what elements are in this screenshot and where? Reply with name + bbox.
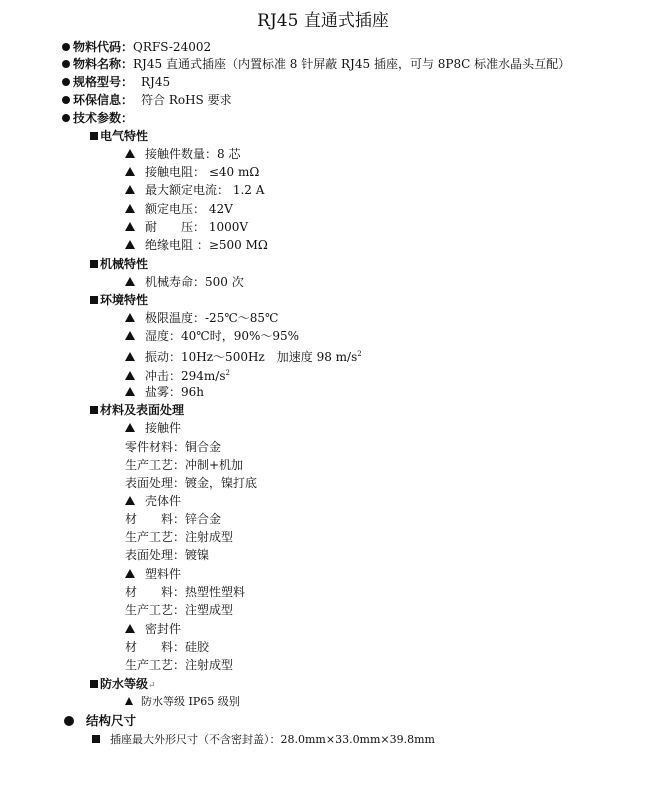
waterproof-heading: 防水等级↵	[90, 677, 156, 693]
triangle-bullet-icon	[125, 167, 135, 176]
material-code-value: QRFS-24002	[133, 40, 212, 54]
bullet-icon	[62, 114, 70, 122]
shell-line: 表面处理：镀镍	[125, 548, 210, 562]
bullet-icon	[62, 43, 70, 51]
bullet-icon	[62, 60, 70, 68]
mechanical-item: 机械寿命：500 次	[125, 275, 244, 289]
environmental-item: 湿度：40℃时，90%～95%	[125, 329, 299, 343]
square-bullet-icon	[90, 132, 98, 140]
triangle-bullet-icon	[125, 277, 135, 286]
tech-params-label: 技术参数：	[73, 111, 134, 125]
contact-line: 表面处理：镀金，镍打底	[125, 476, 258, 490]
mechanical-heading: 机械特性	[90, 257, 148, 271]
square-bullet-icon	[90, 260, 98, 268]
material-name-value: RJ45 直通式插座（内置标准 8 针屏蔽 RJ45 插座，可与 8P8C 标准水晶头互配）	[133, 57, 571, 71]
materials-heading: 材料及表面处理	[90, 403, 184, 417]
square-bullet-icon	[92, 735, 100, 743]
shell-line: 材 料：锌合金	[125, 512, 222, 526]
seal-line: 材 料：硅胶	[125, 640, 210, 654]
tech-params-line	[62, 111, 133, 125]
triangle-bullet-icon	[125, 185, 135, 194]
model-value: RJ45	[141, 75, 171, 89]
triangle-bullet-icon	[125, 496, 135, 505]
contact-line: 生产工艺：冲制+机加	[125, 458, 244, 472]
bullet-icon	[62, 78, 70, 86]
triangle-bullet-icon	[125, 331, 135, 340]
square-bullet-icon	[90, 680, 98, 688]
electrical-heading: 电气特性	[90, 129, 148, 143]
structure-item: 插座最大外形尺寸（不含密封盖）：28.0mm×33.0mm×39.8mm	[92, 733, 435, 747]
environmental-item: 极限温度：-25℃～85℃	[125, 311, 278, 325]
bullet-icon	[62, 96, 70, 104]
electrical-item: 额定电压： 42V	[125, 202, 233, 216]
shell-title: 壳体件	[125, 494, 181, 508]
structure-heading: 结构尺寸	[64, 714, 136, 728]
triangle-bullet-icon	[125, 624, 135, 633]
triangle-bullet-icon	[125, 352, 135, 361]
superscript: 2	[225, 369, 230, 377]
page-title: RJ45 直通式插座	[257, 11, 389, 31]
env-info-label: 环保信息：	[73, 93, 134, 107]
seal-title: 密封件	[125, 622, 181, 636]
env-info-line	[62, 93, 232, 107]
plastic-title: 塑料件	[125, 567, 181, 581]
triangle-bullet-icon	[125, 569, 135, 578]
square-bullet-icon	[90, 296, 98, 304]
material-name-label: 物料名称：	[73, 57, 134, 71]
material-code-label: 物料代码：	[73, 40, 134, 54]
shell-line: 生产工艺：注射成型	[125, 530, 234, 544]
material-name-line	[62, 57, 570, 71]
waterproof-item: 防水等级 IP65 级别	[125, 695, 240, 709]
triangle-bullet-icon	[125, 697, 133, 705]
contact-title: 接触件	[125, 421, 181, 435]
electrical-item: 绝缘电阻 ：≥500 MΩ	[125, 238, 268, 252]
electrical-item: 接触件数量：8 芯	[125, 147, 240, 161]
plastic-line: 生产工艺：注塑成型	[125, 603, 234, 617]
superscript: 2	[357, 350, 362, 358]
triangle-bullet-icon	[125, 204, 135, 213]
plastic-line: 材 料：热塑性塑料	[125, 585, 246, 599]
env-info-value: 符合 RoHS 要求	[141, 93, 232, 107]
electrical-item: 接触电阻： ≤40 mΩ	[125, 165, 259, 179]
environmental-item: 盐雾：96h	[125, 385, 204, 399]
triangle-bullet-icon	[125, 240, 135, 249]
model-label: 规格型号：	[73, 75, 134, 89]
square-bullet-icon	[90, 406, 98, 414]
return-mark: ↵	[148, 681, 156, 691]
electrical-item: 耐 压： 1000V	[125, 220, 248, 234]
environmental-item: 冲击：$294m/s^2$	[125, 366, 230, 383]
triangle-bullet-icon	[125, 313, 135, 322]
environmental-item: 振动：10Hz～500Hz 加速度 98 $m/s^2$	[125, 347, 362, 364]
triangle-bullet-icon	[125, 222, 135, 231]
model-line	[62, 75, 170, 89]
triangle-bullet-icon	[125, 423, 135, 432]
seal-line: 生产工艺：注射成型	[125, 658, 234, 672]
contact-line: 零件材料：铜合金	[125, 440, 222, 454]
bullet-icon	[64, 716, 74, 726]
triangle-bullet-icon	[125, 149, 135, 158]
material-code-line	[62, 40, 211, 54]
electrical-item: 最大额定电流： 1.2 A	[125, 183, 264, 197]
environmental-heading: 环境特性	[90, 293, 148, 307]
triangle-bullet-icon	[125, 371, 135, 380]
triangle-bullet-icon	[125, 387, 135, 396]
